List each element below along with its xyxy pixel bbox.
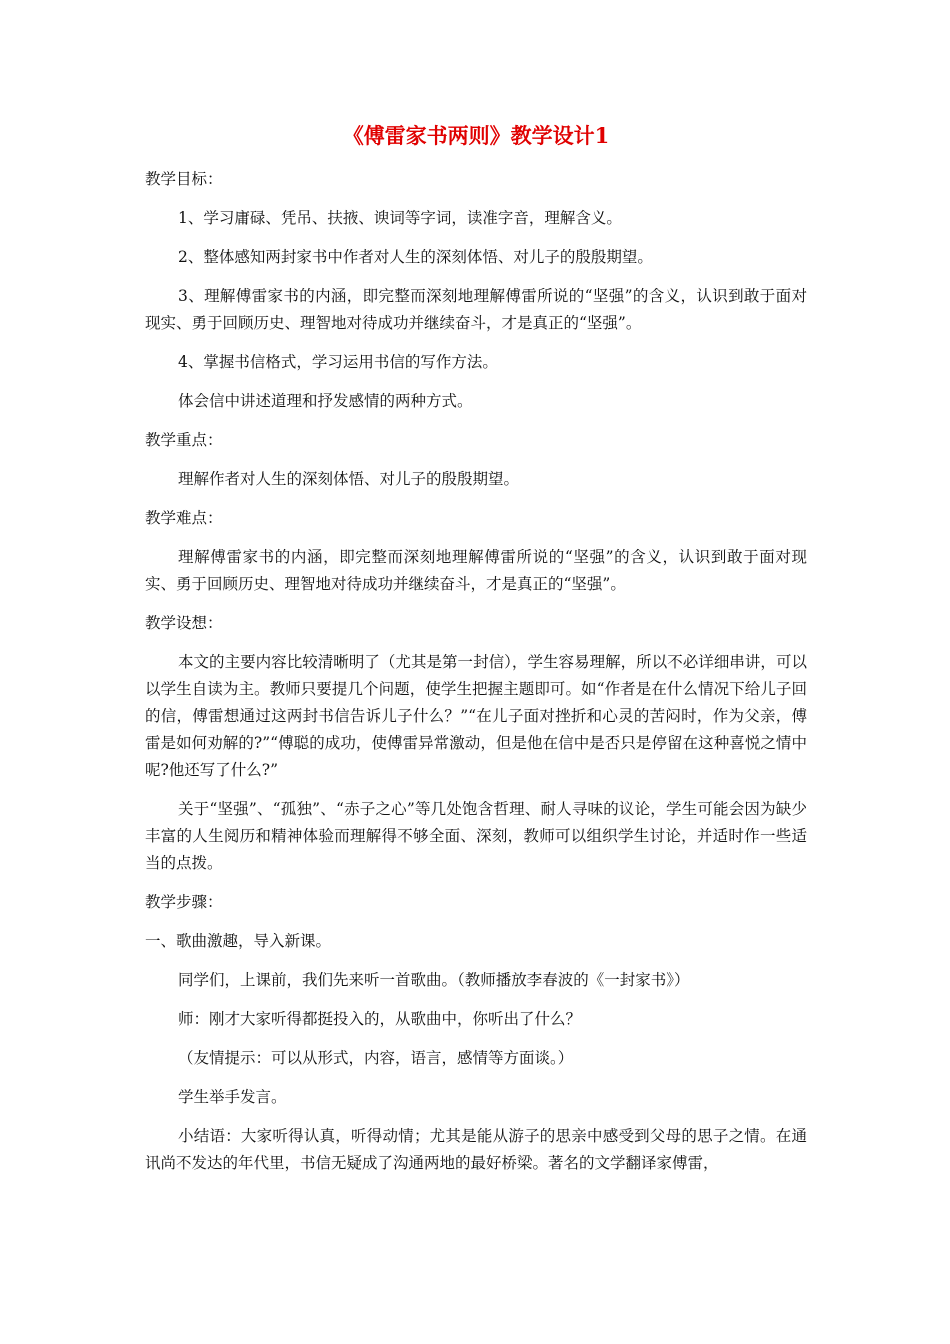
step-one-paragraph: 学生举手发言。 <box>178 1088 287 1106</box>
objective-item: 体会信中讲述道理和抒发感情的两种方式。 <box>178 392 473 410</box>
difficulty-text: 理解傅雷家书的内涵，即完整而深刻地理解傅雷所说的“坚强”的含义，认识到敢于面对现实、勇于回顾历史、理智地对待成功并继续奋斗，才是真正的“坚强”。 <box>145 548 807 593</box>
teaching-idea-paragraph: 本文的主要内容比较清晰明了（尤其是第一封信），学生容易理解，所以不必详细串讲，可以以学生自读为主。教师只要提几个问题，使学生把握主题即可。如“作者是在什么情况下给儿子回的信，傅雷想通过这两封书信告诉儿子什么？”“在儿子面对挫折和心灵的苦闷时，作为父亲，傅雷是如何劝解的?”“傅聪的成功，使傅雷异常激动，但是他在信中是否只是停留在这种喜悦之情中呢?他还写了什么?” <box>145 653 807 779</box>
key-points-text: 理解作者对人生的深刻体悟、对儿子的殷殷期望。 <box>178 470 520 488</box>
key-points-heading: 教学重点： <box>145 431 223 449</box>
difficulty-heading: 教学难点： <box>145 509 223 527</box>
objective-item: 4、掌握书信格式，学习运用书信的写作方法。 <box>178 353 498 371</box>
document-title: 《傅雷家书两则》教学设计1 <box>342 123 610 148</box>
teaching-idea-heading: 教学设想： <box>145 614 223 632</box>
document-page <box>145 120 807 1189</box>
step-one-paragraph: 师：刚才大家听得都挺投入的，从歌曲中，你听出了什么？ <box>178 1010 582 1028</box>
teaching-steps-heading: 教学步骤： <box>145 893 223 911</box>
objectives-heading: 教学目标： <box>145 170 223 188</box>
step-one-paragraph: 小结语：大家听得认真，听得动情；尤其是能从游子的思亲中感受到父母的思子之情。在通讯尚不发达的年代里，书信无疑成了沟通两地的最好桥梁。著名的文学翻译家傅雷， <box>145 1127 807 1172</box>
step-one-paragraph: （友情提示：可以从形式，内容，语言，感情等方面谈。） <box>178 1049 574 1067</box>
step-one-heading: 一、歌曲激趣，导入新课。 <box>145 932 332 950</box>
step-one-paragraph: 同学们，上课前，我们先来听一首歌曲。（教师播放李春波的《一封家书》） <box>178 971 690 989</box>
teaching-idea-paragraph: 关于“坚强”、“孤独”、“赤子之心”等几处饱含哲理、耐人寻味的议论，学生可能会因为缺少丰富的人生阅历和精神体验而理解得不够全面、深刻，教师可以组织学生讨论，并适时作一些适当的点拨。 <box>145 800 807 872</box>
objective-item: 2、整体感知两封家书中作者对人生的深刻体悟、对儿子的殷殷期望。 <box>178 248 653 266</box>
objective-item: 1、学习庸碌、凭吊、扶掖、谀词等字词，读准字音，理解含义。 <box>178 209 622 227</box>
objective-item: 3、理解傅雷家书的内涵，即完整而深刻地理解傅雷所说的“坚强”的含义，认识到敢于面对现实、勇于回顾历史、理智地对待成功并继续奋斗，才是真正的“坚强”。 <box>145 287 807 332</box>
